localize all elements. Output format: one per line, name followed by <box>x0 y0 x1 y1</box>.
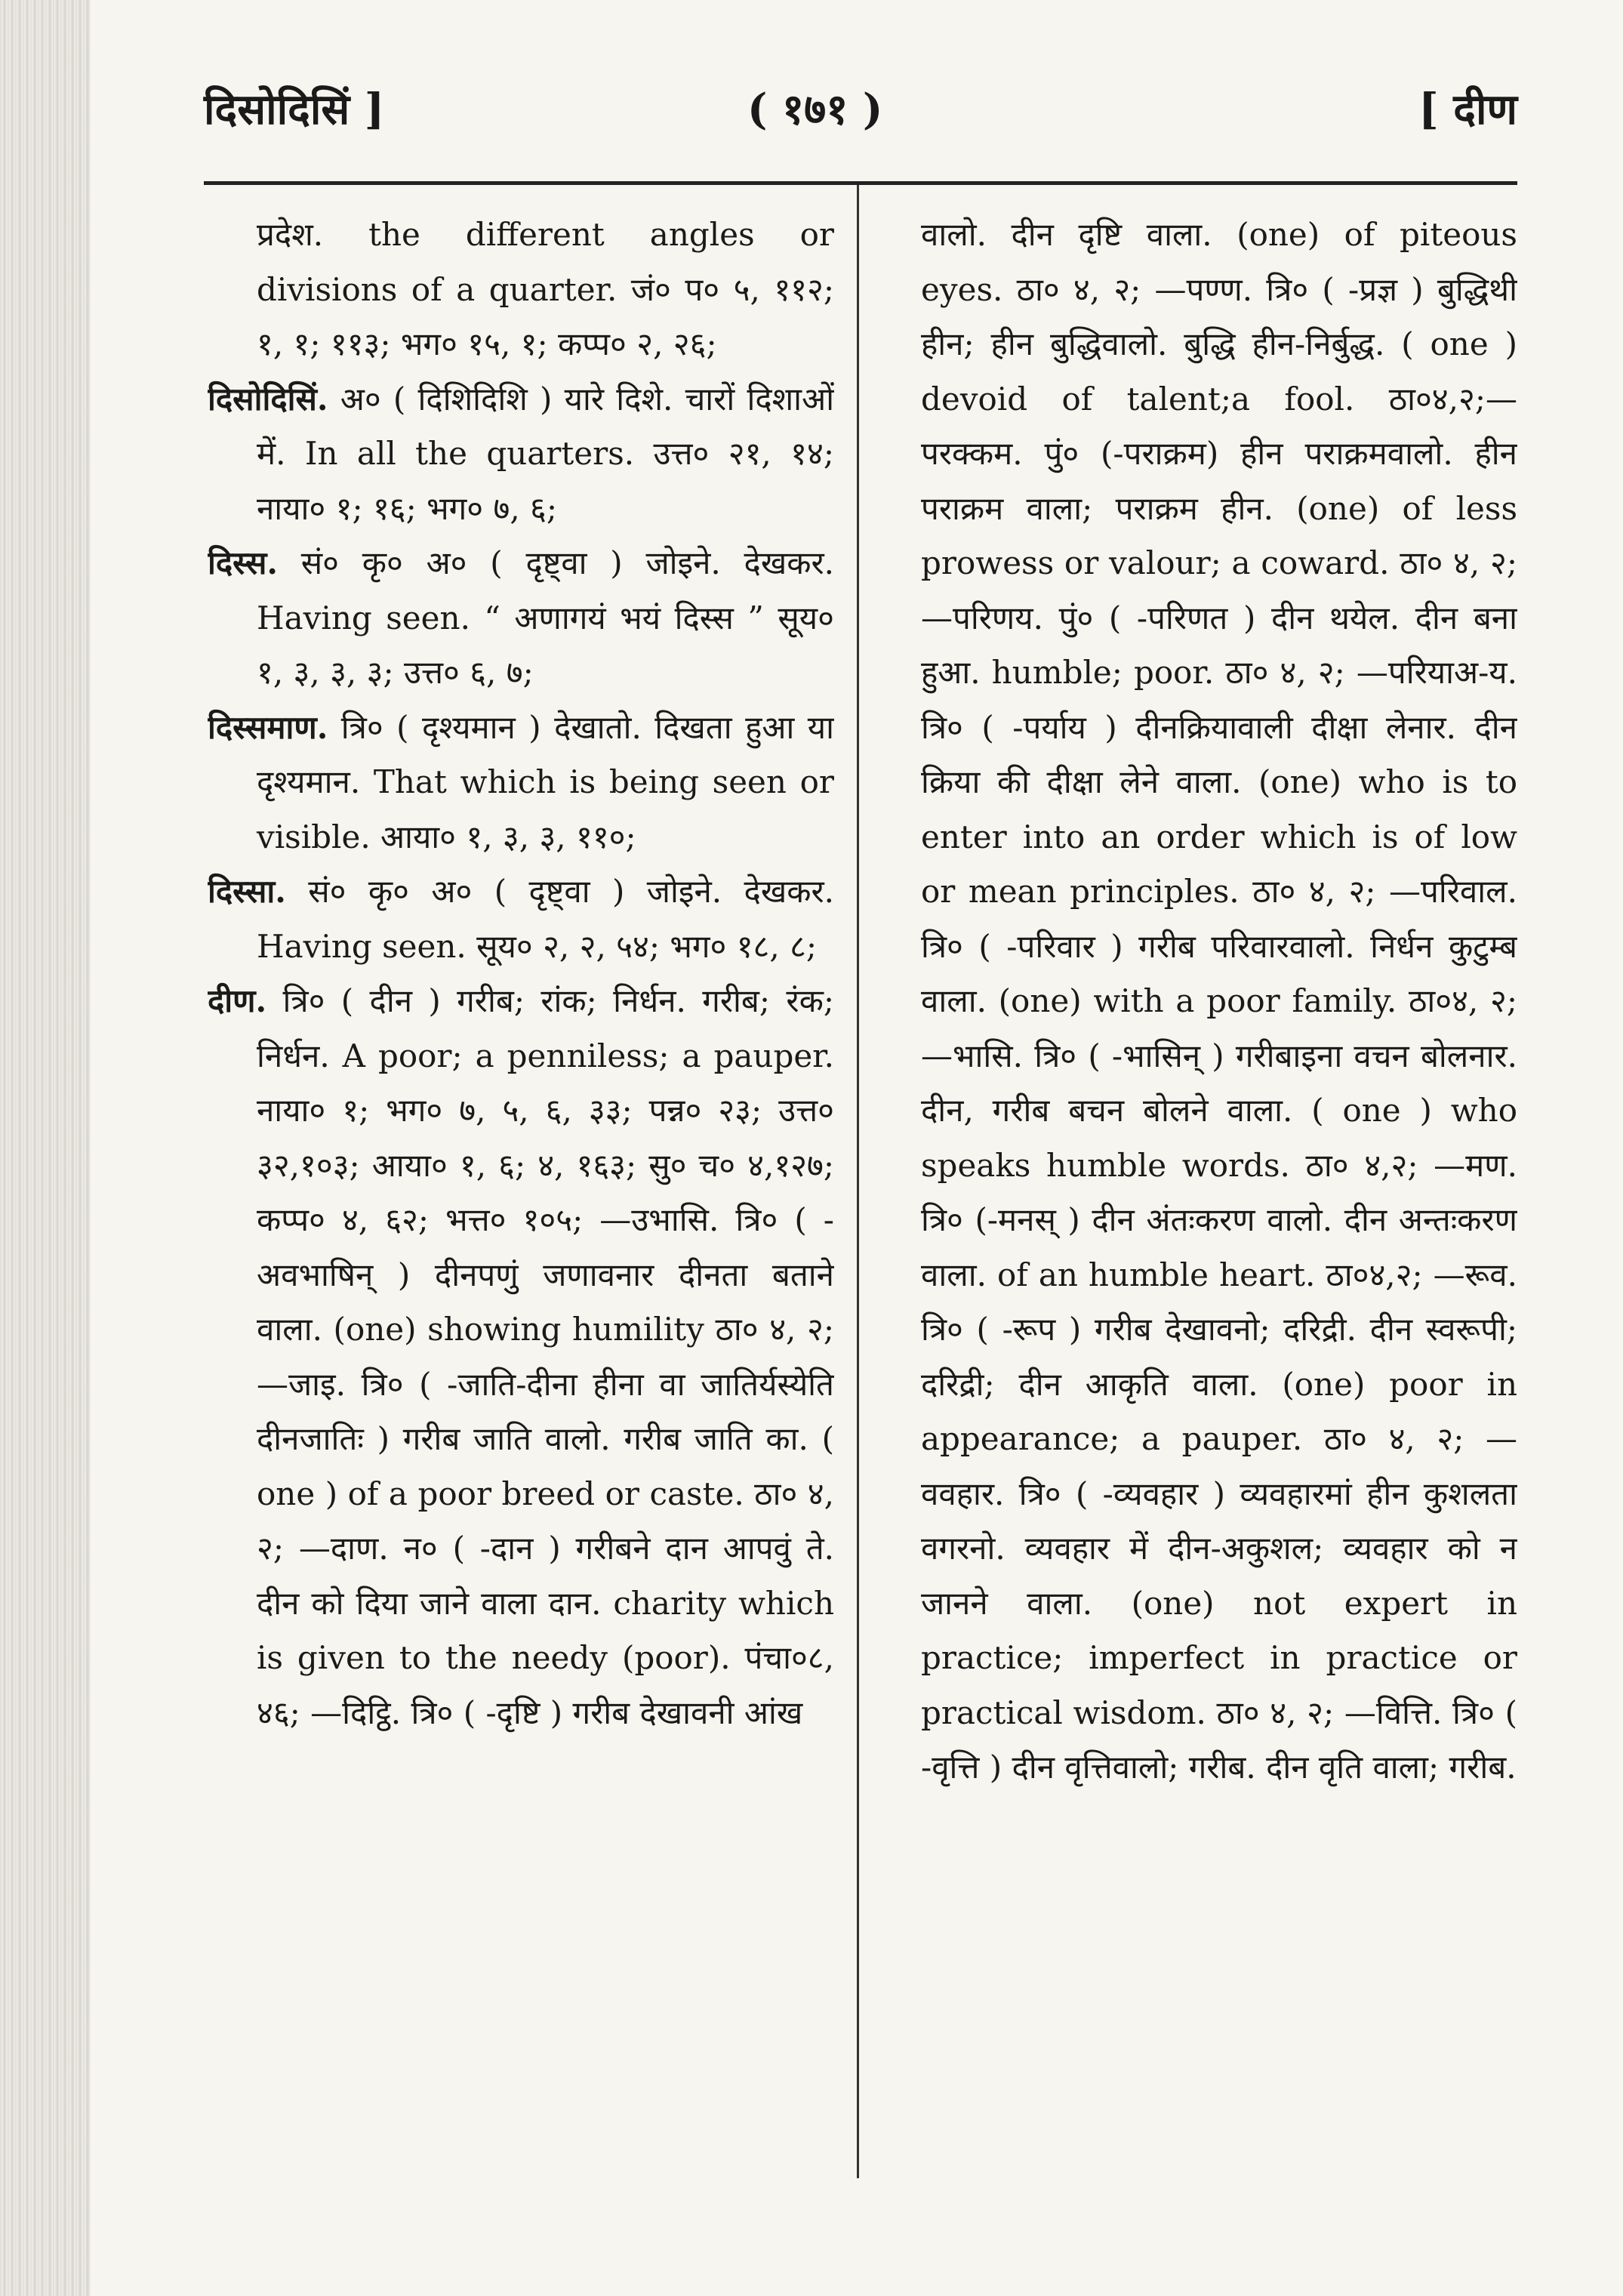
dictionary-entry <box>208 701 834 865</box>
dictionary-entry <box>208 372 834 537</box>
entry-body: सं० कृ० अ० ( दृष्ट्वा ) जोइने. देखकर. Having seen. सूय० २, २, ५४; भग० १८, ८; <box>257 873 834 965</box>
dictionary-entry: प्रदेश. the different angles or divisions of a quarter. जं० प० ५, ११२; १, १; ११३; भग० १५, १; कप्प० २, २६; <box>257 216 834 362</box>
dictionary-entry <box>208 974 834 1740</box>
entry-body: अ० ( दिशिदिशि ) यारे दिशे. चारों दिशाओं में. In all the quarters. उत्त० २१, १४; नाया० १; १६; भग० ७, ६; <box>257 380 834 527</box>
entry-headword: दीण. <box>208 982 267 1019</box>
page-number: ( १७१ ) <box>747 85 883 134</box>
header-left-guideword: दिसोदिसिं ] <box>204 85 385 134</box>
left-column <box>208 208 834 2186</box>
entry-body: सं० कृ० अ० ( दृष्ट्वा ) जोइने. देखकर. Having seen. “ अणागयं भयं दिस्स ” सूय० १, ३, ३, ३; उत्त० ६, ७; <box>257 544 834 691</box>
entry-headword: दिस्समाण. <box>208 708 328 746</box>
entry-headword: दिस्स. <box>208 544 278 581</box>
right-column <box>898 208 1517 2186</box>
dictionary-entry: वालो. दीन दृष्टि वाला. (one) of piteous eyes. ठा० ४, २; —पण्ण. त्रि० ( -प्रज्ञ ) बुद्धिथी हीन; हीन बुद्धिवालो. बुद्धि हीन-निर्बुद्ध. ( one ) devoid of talent;a fool. ठा०४,२;—परक्कम. पुं० (-पराक्रम) हीन पराक्रमवालो. हीन पराक्रम वाला; पराक्रम हीन. (one) of less prowess or valour; a coward. ठा० ४, २; —परिणय. पुं० ( -परिणत ) दीन थयेल. दीन बना हुआ. humble; poor. ठा० ४, २; —परियाअ-य. त्रि० ( -पर्याय ) दीनक्रियावाली दीक्षा लेनार. दीन क्रिया की दीक्षा लेने वाला. (one) who is to enter into an order which is of low or mean principles. ठा० ४, २; —परिवाल. त्रि० ( -परिवार ) गरीब परिवारवालो. निर्धन कुटुम्ब वाला. (one) with a poor family. ठा०४, २;—भासि. त्रि० ( -भासिन् ) गरीबाइना वचन बोलनार. दीन, गरीब बचन बोलने वाला. ( one ) who speaks humble words. ठा० ४,२; —मण. त्रि० (-मनस् ) दीन अंतःकरण वालो. दीन अन्तःकरण वाला. of an humble heart. ठा०४,२; —रूव. त्रि० ( -रूप ) गरीब देखावनो; दरिद्री. दीन स्वरूपी; दरिद्री; दीन आकृति वाला. (one) poor in appearance; a pauper. ठा० ४, २; —ववहार. त्रि० ( -व्यवहार ) व्यवहारमां हीन कुशलता वगरनो. व्यवहार में दीन-अकुशल; व्यवहार को न जानने वाला. (one) not expert in practice; imperfect in practice or practical wisdom. ठा० ४, २; —वित्ति. त्रि० ( -वृत्ति ) दीन वृत्तिवालो; गरीब. दीन वृति वाला; गरीब. <box>921 216 1517 1786</box>
entry-body: त्रि० ( दृश्यमान ) देखातो. दिखता हुआ या दृश्यमान. That which is being seen or visible. आया० १, ३, ३, ११०; <box>257 708 834 855</box>
page-header <box>204 72 1517 140</box>
header-right-guideword: [ दीण <box>1418 85 1517 134</box>
dictionary-entry <box>208 864 834 974</box>
entry-headword: दिसोदिसिं. <box>208 380 328 418</box>
header-rule <box>204 181 1517 185</box>
page-scan-edge <box>0 0 91 2296</box>
dictionary-entry <box>208 536 834 701</box>
entry-body: त्रि० ( दीन ) गरीब; रांक; निर्धन. गरीब; रंक; निर्धन. A poor; a penniless; a pauper. नाया० १; भग० ७, ५, ६, ३३; पन्न० २३; उत्त० ३२,१०३; आया० १, ६; ४, १६३; सु० च० ४,१२७; कप्प० ४, ६२; भत्त० १०५; —उभासि. त्रि० ( -अवभाषिन् ) दीनपणुं जणावनार दीनता बताने वाला. (one) showing humility ठा० ४, २;—जाइ. त्रि० ( -जाति-दीना हीना वा जातिर्यस्येति दीनजातिः ) गरीब जाति वालो. गरीब जाति का. ( one ) of a poor breed or caste. ठा० ४, २; —दाण. न० ( -दान ) गरीबने दान आपवुं ते. दीन को दिया जाने वाला दान. charity which is given to the needy (poor). पंचा०८, ४६; —दिट्ठि. त्रि० ( -दृष्टि ) गरीब देखावनी आंख <box>257 982 834 1731</box>
entry-headword: दिस्सा. <box>208 873 286 910</box>
column-divider <box>857 185 859 2178</box>
